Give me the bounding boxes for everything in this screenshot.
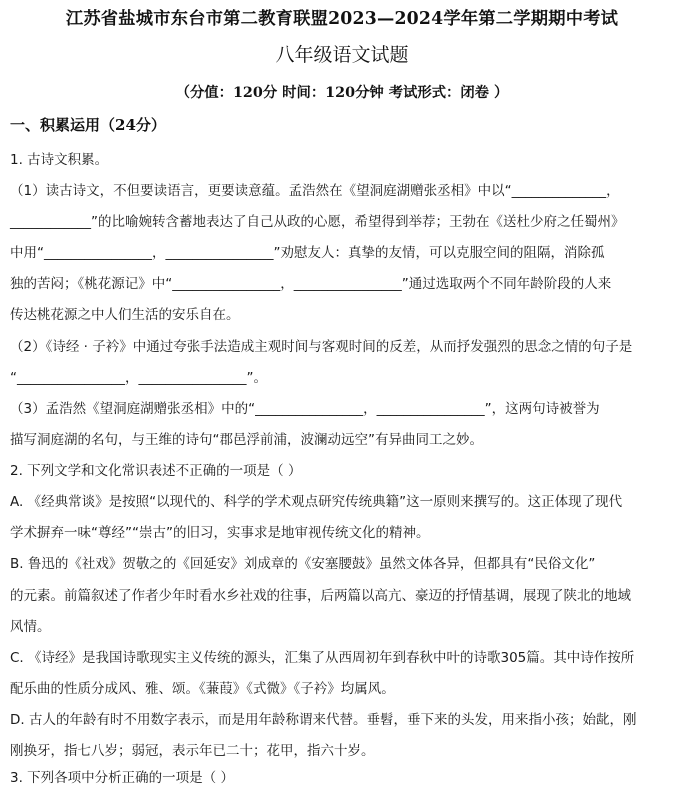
text-line: 独的苦闷；《桃花源记》中“________________，________________”通过选取两个不同年龄阶段的人来 bbox=[10, 276, 612, 292]
exam-title: 江苏省盐城市东台市第二教育联盟2023—2024学年第二学期期中考试 bbox=[65, 9, 619, 29]
exam-info: （分值：120分 时间：120分钟 考试形式：闭卷 ） bbox=[175, 85, 509, 101]
text-line: 学术摒弃一味“尊经”“崇古”的旧习，实事求是地审视传统文化的精神。 bbox=[10, 525, 430, 541]
text-line: 风情。 bbox=[10, 619, 51, 635]
text-line: 1. 古诗文积累。 bbox=[10, 152, 109, 168]
text-line: 3. 下列各项中分析正确的一项是（ ） bbox=[10, 770, 234, 786]
text-line: 中用“________________，________________”劝慰友人：真挚的友情，可以克服空间的阻隔，消除孤 bbox=[10, 245, 605, 261]
text-line: 刚换牙，指七八岁；弱冠，表示年已二十；花甲，指六十岁。 bbox=[10, 743, 375, 759]
exam-subtitle: 八年级语文试题 bbox=[275, 44, 409, 66]
text-line: C. 《诗经》是我国诗歌现实主义传统的源头，汇集了从西周初年到春秋中叶的诗歌305篇。其中诗作按所 bbox=[10, 650, 635, 666]
text-line: 配乐曲的性质分成风、雅、颂。《蒹葭》《式微》《子衿》均属风。 bbox=[10, 681, 395, 697]
text-line: “________________，________________”。 bbox=[10, 370, 267, 386]
text-line: 传达桃花源之中人们生活的安乐自在。 bbox=[10, 307, 240, 323]
text-line: D. 古人的年龄有时不用数字表示，而是用年龄称谓来代替。垂髫，垂下来的头发，用来指小孩；始龀，刚 bbox=[10, 712, 637, 728]
text-line: 的元素。前篇叙述了作者少年时看水乡社戏的往事，后两篇以高亢、豪迈的抒情基调，展现了陕北的地域 bbox=[10, 588, 631, 604]
text-line: （3）孟浩然《望洞庭湖赠张丞相》中的“________________，________________”，这两句诗被誉为 bbox=[10, 401, 600, 417]
text-line: A. 《经典常谈》是按照“以现代的、科学的学术观点研究传统典籍”这一原则来撰写的。这正体现了现代 bbox=[10, 494, 623, 510]
text-line: 描写洞庭湖的名句，与王维的诗句“郡邑浮前浦，波澜动远空”有异曲同工之妙。 bbox=[10, 432, 483, 448]
text-line: （2）《诗经 · 子衿》中通过夸张手法造成主观时间与客观时间的反差，从而抒发强烈的思念之情的句子是 bbox=[10, 339, 633, 355]
section-heading: 一、积累运用（24分） bbox=[10, 116, 166, 134]
text-line: B. 鲁迅的《社戏》贺敬之的《回延安》刘成章的《安塞腰鼓》虽然文体各异，但都具有“民俗文化” bbox=[10, 556, 596, 572]
text-line: ____________”的比喻婉转含蓄地表达了自己从政的心愿，希望得到举荐；王勃在《送杜少府之任蜀州》 bbox=[10, 214, 625, 230]
text-line: （1）读古诗文，不但要读语言，更要读意蕴。孟浩然在《望洞庭湖赠张丞相》中以“______________， bbox=[10, 183, 620, 199]
text-line: 2. 下列文学和文化常识表述不正确的一项是（ ） bbox=[10, 463, 302, 479]
